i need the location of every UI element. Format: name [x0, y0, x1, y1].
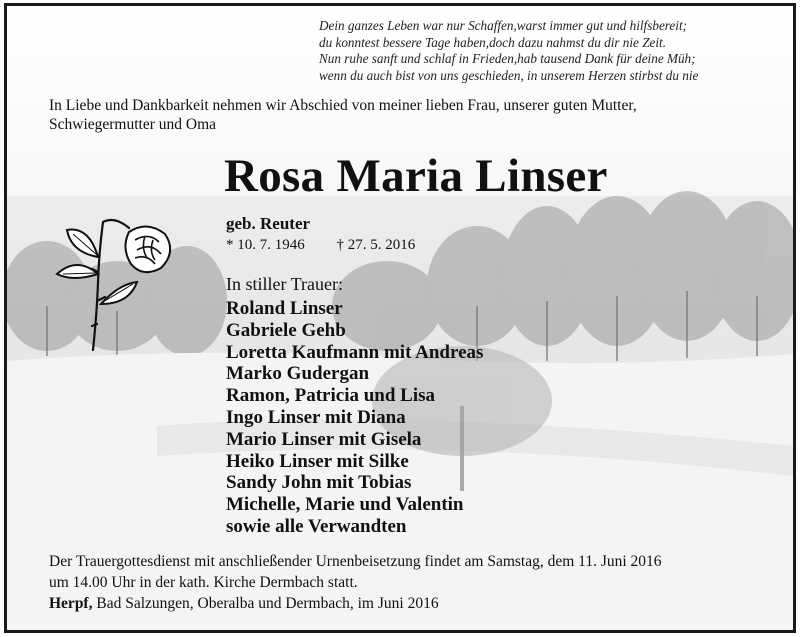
- intro-text: [49, 96, 769, 134]
- rose-icon: [51, 212, 179, 352]
- mourner-name: Loretta Kaufmann mit Andreas: [226, 341, 484, 363]
- poem: [319, 18, 779, 84]
- place-date-line: [49, 593, 789, 614]
- mourner-name: Michelle, Marie und Valentin: [226, 494, 464, 516]
- mourner-name: Sandy John mit Tobias: [226, 472, 412, 494]
- mourner-name: sowie alle Verwandten: [226, 515, 407, 537]
- mourner-name: Roland Linser: [226, 298, 343, 319]
- mourners-list: [226, 298, 483, 538]
- mourner-name: Gabriele Gehb: [226, 319, 346, 341]
- deceased-name: Rosa Maria Linser: [224, 150, 608, 202]
- intro-line: In Liebe und Dankbarkeit nehmen wir Abschied von meiner lieben Frau, unserer guten Mutter,: [49, 97, 637, 114]
- intro-line: Schwiegermutter und Oma: [49, 116, 217, 133]
- mourner-name: Ingo Linser mit Diana: [226, 406, 406, 428]
- poem-line: Dein ganzes Leben war nur Schaffen,warst immer gut und hilfsbereit;: [319, 18, 688, 33]
- mourner-name: Mario Linser mit Gisela: [226, 428, 422, 450]
- mourner-name: Heiko Linser mit Silke: [226, 450, 409, 472]
- mourner-name: Ramon, Patricia und Lisa: [226, 385, 436, 407]
- maiden-name: geb. Reuter: [226, 214, 311, 233]
- mourning-label: In stiller Trauer:: [226, 274, 343, 294]
- place-rest: Bad Salzungen, Oberalba und Dermbach, im Juni 2016: [92, 595, 439, 612]
- poem-line: Nun ruhe sanft und schlaf in Frieden,hab tausend Dank für deine Müh;: [319, 51, 696, 67]
- poem-line: du konntest bessere Tage haben,doch dazu nahmst du dir nie Zeit.: [319, 34, 667, 50]
- life-dates: [226, 237, 443, 254]
- death-date: † 27. 5. 2016: [336, 237, 416, 253]
- mourner-name: Marko Gudergan: [226, 363, 370, 385]
- service-line: um 14.00 Uhr in der kath. Kirche Dermbach statt.: [49, 574, 358, 591]
- service-notice: [49, 551, 789, 614]
- poem-line: wenn du auch bist von uns geschieden, in unserem Herzen stirbst du nie: [319, 67, 699, 83]
- birth-date: * 10. 7. 1946: [226, 237, 305, 253]
- place-bold: Herpf,: [49, 595, 93, 612]
- obituary-notice: [4, 3, 796, 633]
- service-line: Der Trauergottesdienst mit anschließender Urnenbeisetzung findet am Samstag, dem 11. Juni 2016: [49, 553, 662, 570]
